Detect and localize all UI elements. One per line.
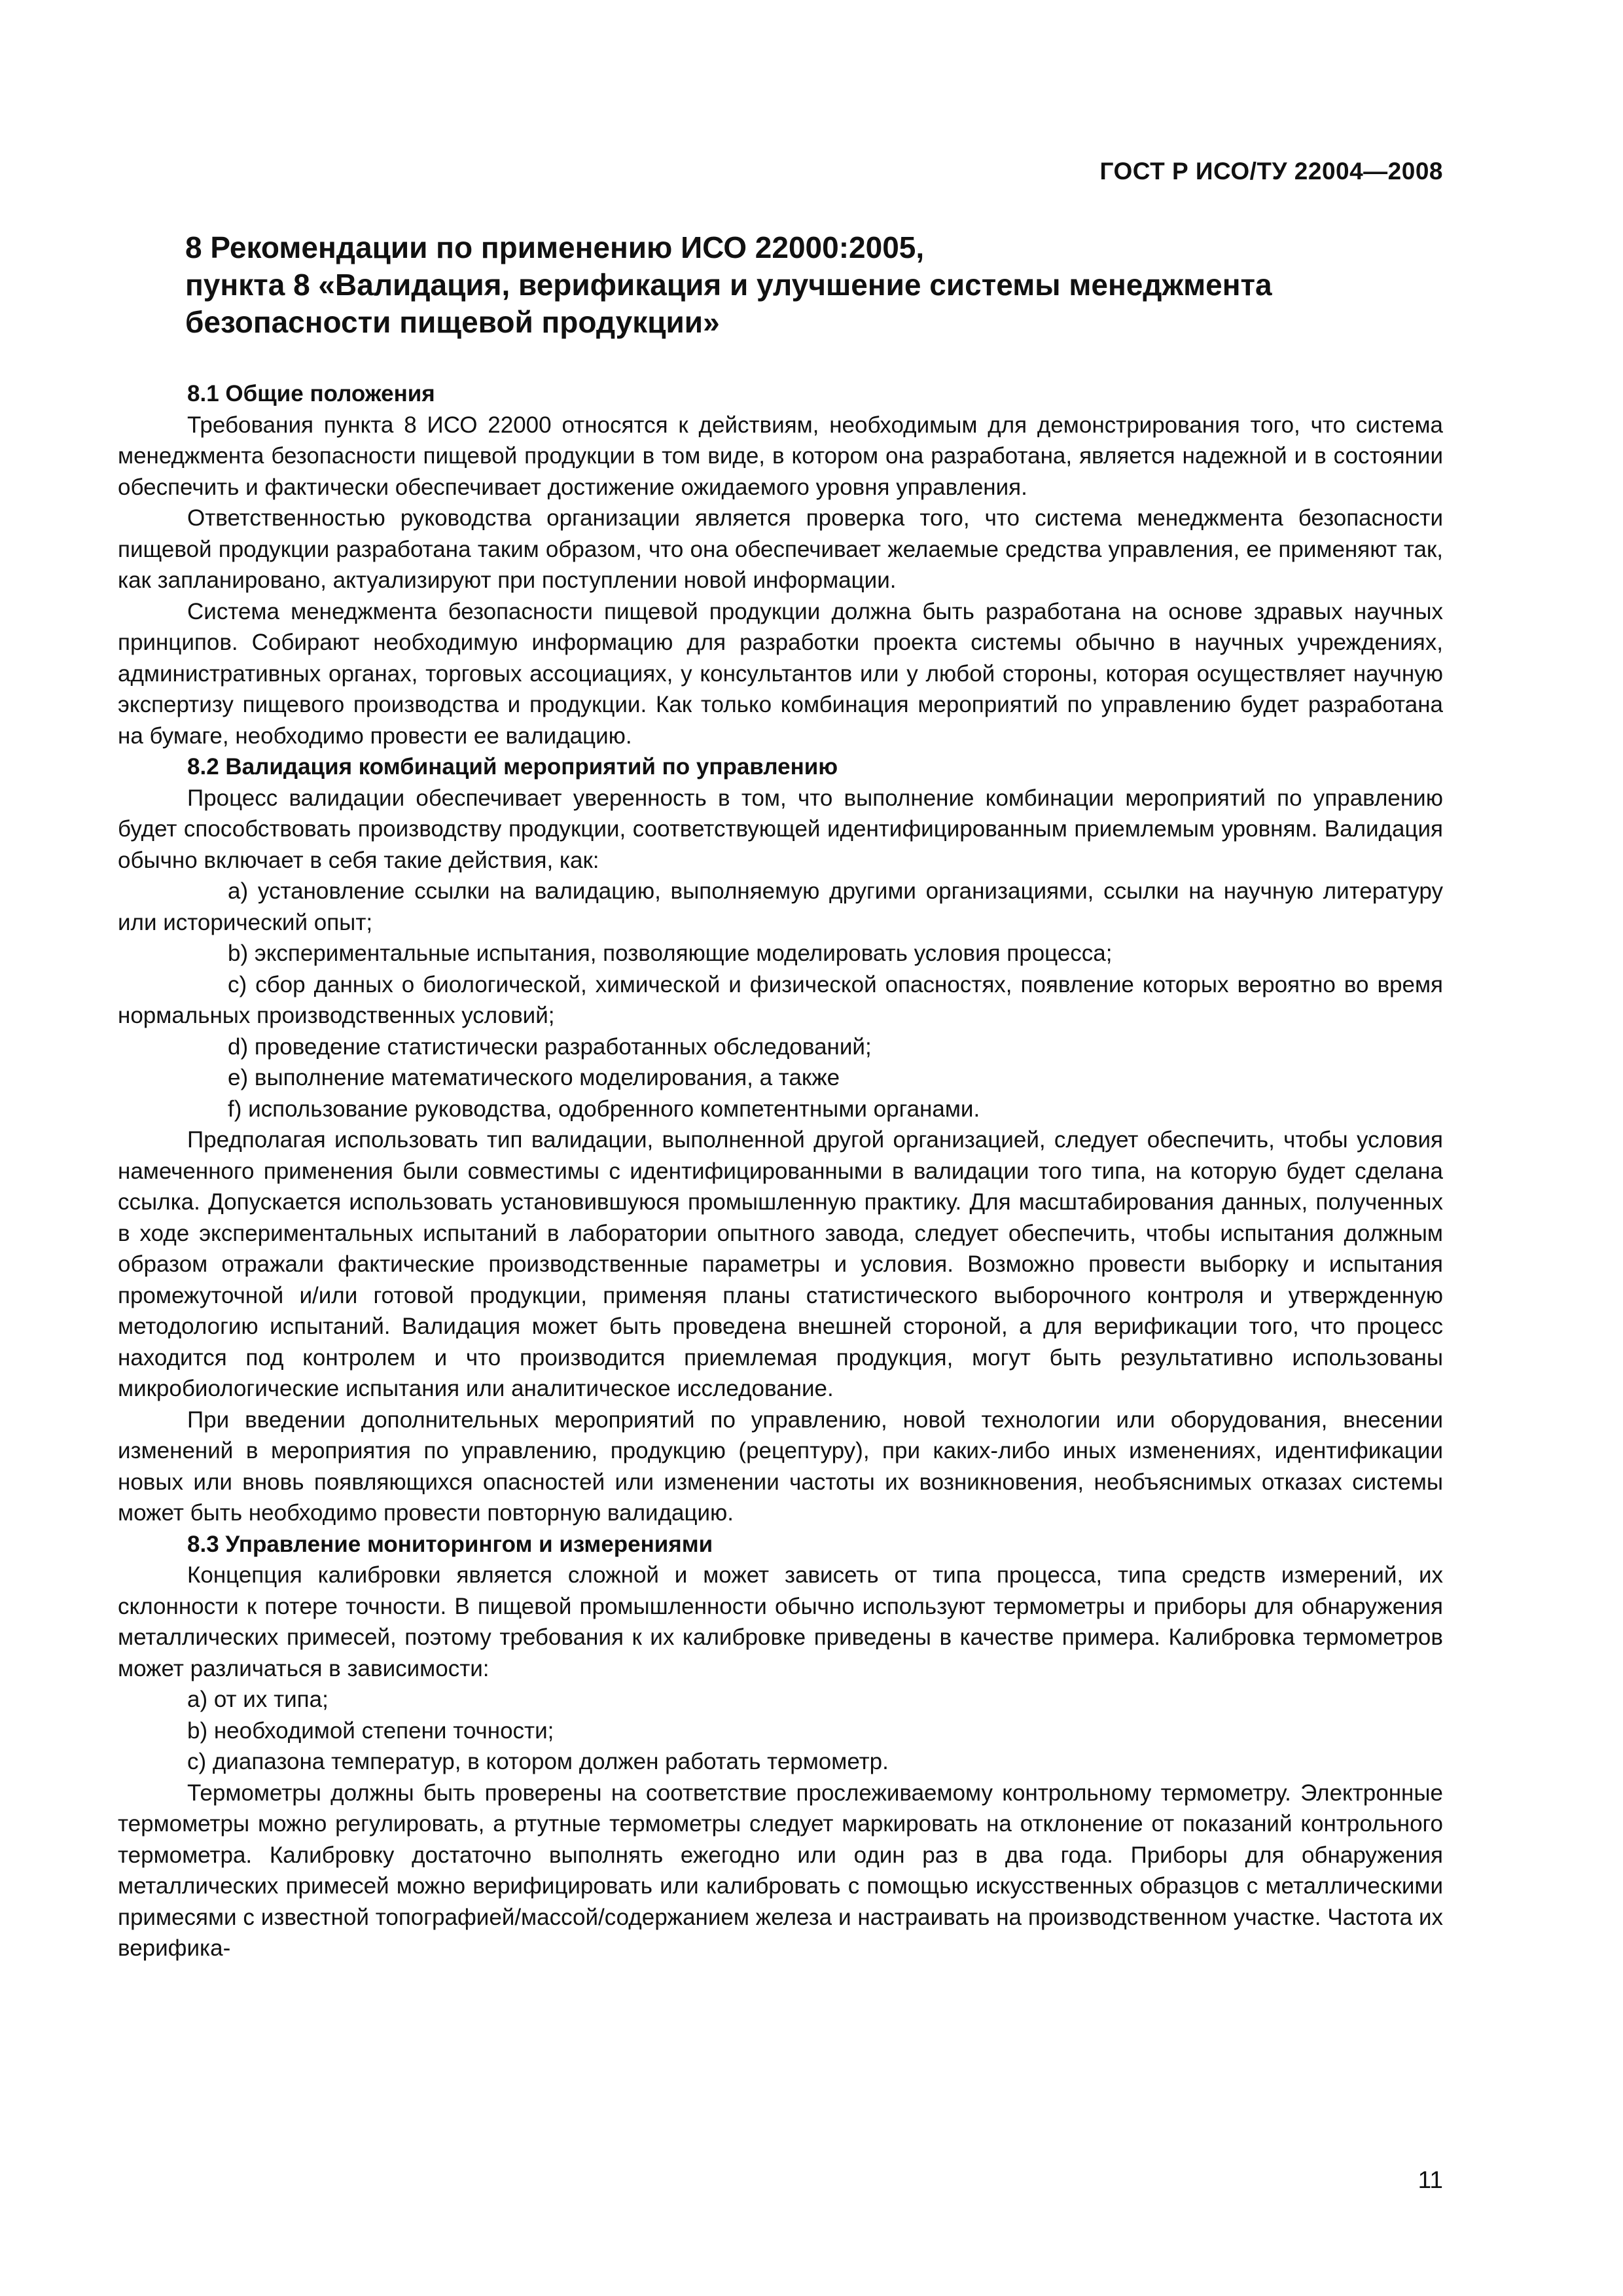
- subsection-heading-8-3: 8.3 Управление мониторингом и измерениями: [187, 1531, 713, 1557]
- paragraph: Термометры должны быть проверены на соответствие прослеживаемому контрольному термометру. Электронные термометры можно регулировать, а ртутные термометры следует маркировать на отклонение от показаний контрольного термометра. Калибровку достаточно выполнять ежегодно или один раз в два года. Приборы для обнаружения металлических примесей можно верифицировать или калибровать с помощью искусственных образцов с металлическими примесями с известной топографией/массой/содержанием железа и настраивать на производственном участке. Частота их верифика-: [118, 1780, 1443, 1961]
- paragraph: Требования пункта 8 ИСО 22000 относятся к действиям, необходимым для демонстрирования того, что система менеджмента безопасности пищевой продукции в том виде, в котором она разработана, является надежной и в состоянии обеспечить и фактически обеспечивает достижение ожидаемого уровня управления.: [118, 412, 1443, 500]
- paragraph: Система менеджмента безопасности пищевой продукции должна быть разработана на основе здравых научных принципов. Собирают необходимую информацию для разработки проекта системы обычно в научных учреждениях, административных органах, торговых ассоциациях, у консультантов или у любой стороны, которая осуществляет научную экспертизу пищевого производства и продукции. Как только комбинация мероприятий по управлению будет разработана на бумаге, необходимо провести ее валидацию.: [118, 598, 1443, 749]
- list-item: f) использование руководства, одобренного компетентными органами.: [228, 1096, 980, 1122]
- paragraph: Концепция калибровки является сложной и может зависеть от типа процесса, типа средств измерений, их склонности к потере точности. В пищевой промышленности обычно используют термометры и приборы для обнаружения металлических примесей, поэтому требования к их калибровке приведены в качестве примера. Калибровка термометров может различаться в зависимости:: [118, 1562, 1443, 1681]
- list-item: c) диапазона температур, в котором должен работать термометр.: [187, 1749, 889, 1774]
- document-body: [118, 378, 1443, 1964]
- list-item: а) от их типа;: [187, 1687, 329, 1712]
- section-title-line-1: 8 Рекомендации по применению ИСО 22000:2005,: [185, 230, 925, 264]
- paragraph: Ответственностью руководства организации является проверка того, что система менеджмента безопасности пищевой продукции разработана таким образом, что она обеспечивает желаемые средства управления, ее применяют так, как запланировано, актуализируют при поступлении новой информации.: [118, 505, 1443, 593]
- paragraph: Предполагая использовать тип валидации, выполненной другой организацией, следует обеспечить, чтобы условия намеченного применения были совместимы с идентифицированными в валидации того типа, на которую будет сделана ссылка. Допускается использовать установившуюся промышленную практику. Для масштабирования данных, полученных в ходе экспериментальных испытаний в лаборатории опытного завода, следует обеспечить, чтобы испытания должным образом отражали фактические производственные параметры и условия. Возможно провести выборку и испытания промежуточной и/или готовой продукции, применяя планы статистического выборочного контроля и утвержденную методологию испытаний. Валидация может быть проведена внешней стороной, а для верификации того, что процесс находится под контролем и что производится приемлемая продукция, могут быть результативно использованы микробиологические испытания или аналитическое исследование.: [118, 1127, 1443, 1401]
- subsection-heading-8-1: 8.1 Общие положения: [187, 381, 435, 406]
- page-number: 11: [1418, 2166, 1443, 2193]
- section-title-line-2: пункта 8 «Валидация, верификация и улучшение системы менеджмента: [185, 268, 1272, 302]
- list-item: а) установление ссылки на валидацию, выполняемую другими организациями, ссылки на научную литературу или исторический опыт;: [118, 878, 1443, 935]
- paragraph: Процесс валидации обеспечивает уверенность в том, что выполнение комбинации мероприятий по управлению будет способствовать производству продукции, соответствующей идентифицированным приемлемым уровням. Валидация обычно включает в себя такие действия, как:: [118, 785, 1443, 873]
- list-item: b) необходимой степени точности;: [187, 1717, 554, 1744]
- list-item: d) проведение статистически разработанных обследований;: [228, 1033, 872, 1060]
- list-item: b) экспериментальные испытания, позволяющие моделировать условия процесса;: [228, 941, 1113, 966]
- document-standard-id: ГОСТ Р ИСО/ТУ 22004—2008: [1099, 158, 1443, 185]
- section-title-line-3: безопасности пищевой продукции»: [185, 305, 720, 339]
- paragraph: При введении дополнительных мероприятий по управлению, новой технологии или оборудования, внесении изменений в мероприятия по управлению, продукцию (рецептуру), при каких-либо иных изменениях, идентификации новых или вновь появляющихся опасностей или изменении частоты их возникновения, необъяснимых отказах системы может быть необходимо провести повторную валидацию.: [118, 1407, 1443, 1526]
- subsection-heading-8-2: 8.2 Валидация комбинаций мероприятий по управлению: [187, 754, 838, 780]
- list-item: c) сбор данных о биологической, химической и физической опасностях, появление которых вероятно во время нормальных производственных условий;: [118, 971, 1443, 1028]
- list-item: e) выполнение математического моделирования, а также: [228, 1065, 840, 1090]
- section-title: [185, 229, 1461, 341]
